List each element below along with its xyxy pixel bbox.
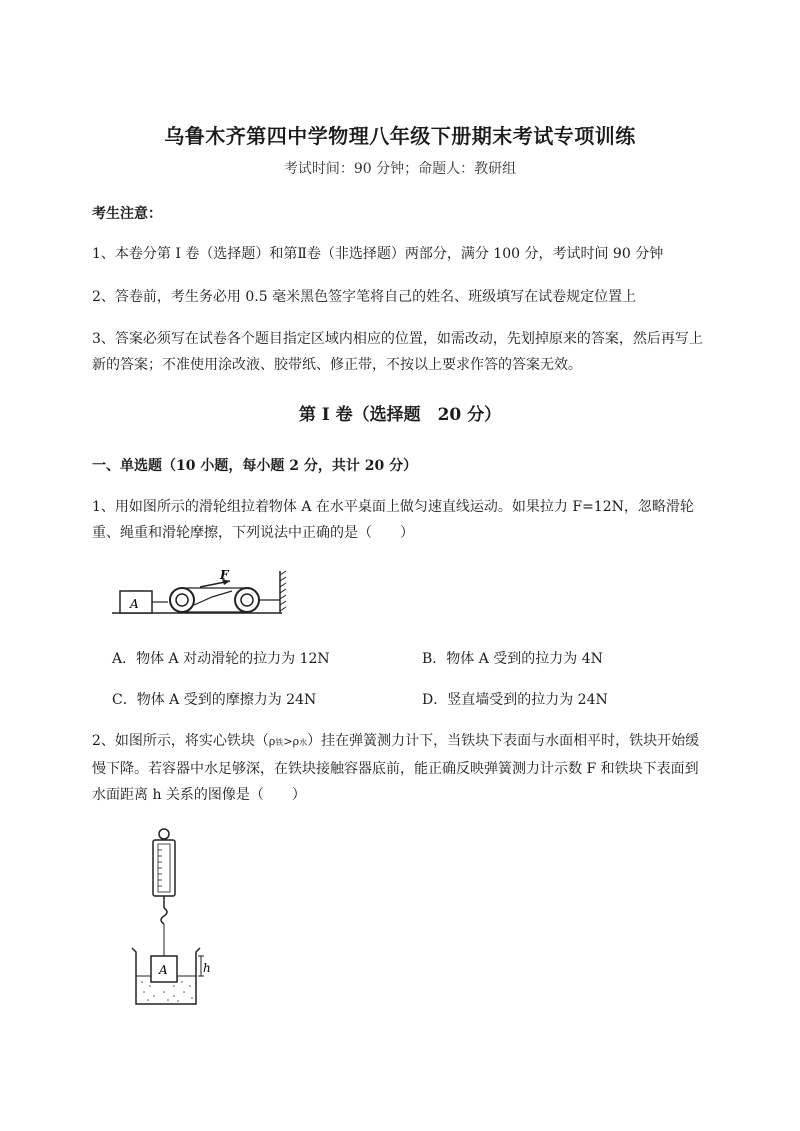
h-label: h	[203, 961, 211, 975]
sub-water: 水	[299, 738, 308, 747]
q1-option-d[interactable]: D．竖直墙受到的拉力为 24N	[422, 692, 608, 708]
pulley-diagram	[112, 567, 292, 617]
question-2-stem	[92, 728, 712, 808]
force-label: F	[220, 568, 229, 582]
q2-stem-part1: 2、如图所示，将实心铁块（	[92, 733, 269, 749]
pull-rope	[194, 591, 232, 605]
notice-item-3: 3、答案必须写在试卷各个题目指定区域内相应的位置，如需改动，先划掉原来的答案，然后再写上新的答案；不准使用涂改液、胶带纸、修正带，不按以上要求作答的答案无效。	[92, 331, 703, 373]
exam-title: 乌鲁木齐第四中学物理八年级下册期末考试专项训练	[164, 124, 636, 148]
iron-block-label: A	[159, 963, 168, 977]
rho-water: ρ	[292, 735, 300, 748]
rho-iron: ρ	[268, 735, 276, 748]
q1-option-a[interactable]: A．物体 A 对动滑轮的拉力为 12N	[112, 651, 330, 667]
scale-ring	[159, 829, 169, 839]
water-dots	[141, 981, 193, 1002]
fixed-pulley	[235, 588, 259, 612]
section-title: 第 I 卷（选择题 20 分）	[298, 405, 502, 425]
q1-option-b[interactable]: B．物体 A 受到的拉力为 4N	[422, 651, 603, 667]
wall-hatching	[280, 571, 286, 611]
gt-sign: >	[283, 735, 293, 748]
part-heading: 一、单选题（10 小题，每小题 2 分，共计 20 分）	[92, 458, 418, 474]
notice-item-2: 2、答卷前，考生务必用 0.5 毫米黑色签字笔将自己的姓名、班级填写在试卷规定位置上	[92, 289, 637, 305]
scale-hook	[161, 908, 167, 924]
exam-subtitle: 考试时间：90 分钟；命题人：教研组	[283, 161, 517, 177]
notice-heading: 考生注意：	[92, 206, 162, 222]
sub-iron: 铁	[275, 738, 284, 747]
question-1-stem: 1、用如图所示的滑轮组拉着物体 A 在水平桌面上做匀速直线运动。如果拉力 F=12N，忽略滑轮重、绳重和滑轮摩擦，下列说法中正确的是（ ）	[92, 499, 694, 541]
spring-scale-diagram	[128, 826, 218, 1011]
movable-pulley	[170, 588, 194, 612]
block-a-label: A	[130, 597, 139, 611]
q2-stem-part2: ）挂在弹簧测力计下，当铁块下表面与水面相平时，铁块开始缓慢下降。若容器中水足够深，在铁块接触容器底前，能正确反映弹簧测力计示数 F 和铁块下表面到水面距离 h 关系的图像是（ ）	[92, 733, 700, 803]
notice-item-1: 1、本卷分第 I 卷（选择题）和第Ⅱ卷（非选择题）两部分，满分 100 分，考试时间 90 分钟	[92, 246, 664, 262]
q1-option-c[interactable]: C．物体 A 受到的摩擦力为 24N	[112, 692, 317, 708]
